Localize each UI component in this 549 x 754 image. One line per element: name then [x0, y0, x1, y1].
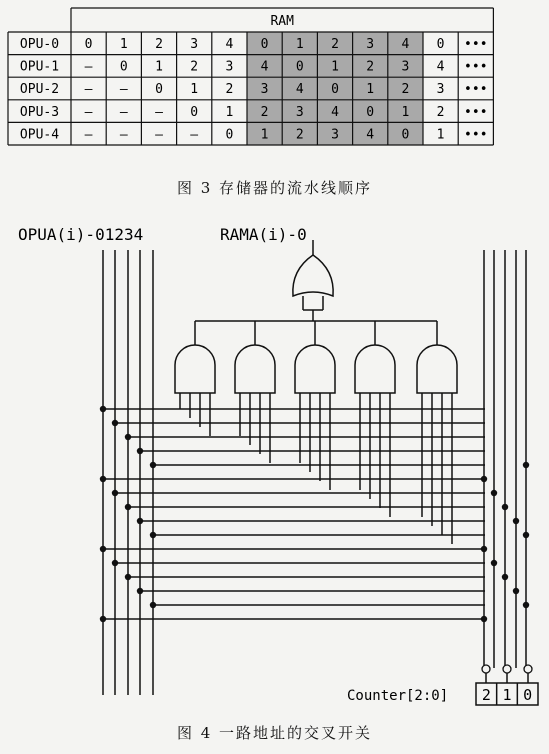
figure4-caption: 图 4 一路地址的交叉开关: [176, 724, 373, 742]
table-cell: 2: [436, 104, 445, 120]
table-cell: 0: [331, 82, 339, 98]
junction-dot: [523, 532, 529, 538]
row-label: OPU-2: [19, 82, 60, 98]
junction-dot: [513, 518, 519, 524]
table-cell: 2: [401, 82, 410, 98]
table-cell: 0: [401, 127, 410, 143]
table-cell: 1: [260, 127, 269, 143]
counter-bit: 0: [523, 686, 533, 704]
table-cell: –: [119, 104, 128, 120]
crossbar-circuit: [0, 215, 549, 754]
junction-dot: [502, 504, 508, 510]
opua-label: OPUA(i)-01234: [18, 225, 144, 244]
table-cell: 1: [295, 37, 304, 52]
and-gate: [235, 345, 275, 393]
inverter-bubble: [503, 665, 511, 673]
table-cell: 2: [295, 127, 304, 143]
table-cell: 2: [225, 82, 234, 98]
and-gate: [175, 345, 215, 393]
junction-dot: [523, 462, 529, 468]
row-label: OPU-0: [19, 37, 60, 52]
table-cell: 1: [119, 37, 128, 52]
table-cell: •••: [464, 59, 488, 75]
figure3-caption: 图 3 存储器的流水线顺序: [176, 179, 373, 197]
row-label: OPU-1: [19, 59, 60, 75]
inverter-bubble: [482, 665, 490, 673]
table-cell: –: [84, 59, 93, 75]
table-cell: 1: [436, 127, 445, 143]
table-cell: –: [84, 127, 93, 143]
table-cell: 2: [331, 37, 339, 52]
table-cell: 4: [401, 37, 410, 52]
table-cell: •••: [464, 127, 488, 143]
table-cell: –: [155, 127, 163, 143]
table-cell: –: [155, 104, 163, 120]
table-cell: –: [119, 82, 128, 98]
table-cell: 1: [401, 104, 410, 120]
junction-dot: [523, 602, 529, 608]
or-gate: [293, 255, 333, 296]
table-cell: 0: [366, 104, 375, 120]
table-cell: 0: [260, 37, 269, 52]
rama-label: RAMA(i)-0: [220, 225, 307, 244]
inverter-bubble: [524, 665, 532, 673]
table-cell: 4: [331, 104, 339, 120]
table-cell: 3: [295, 104, 304, 120]
table-cell: 0: [155, 82, 163, 98]
table-cell: 0: [190, 104, 199, 120]
pipeline-table: [0, 0, 549, 200]
table-cell: –: [119, 127, 128, 143]
table-cell: 3: [436, 82, 445, 98]
junction-dot: [481, 616, 487, 622]
table-cell: 0: [295, 59, 304, 75]
table-cell: 1: [366, 82, 375, 98]
junction-dot: [502, 574, 508, 580]
and-gate: [417, 345, 457, 393]
table-cell: 0: [84, 37, 93, 52]
junction-dot: [481, 476, 487, 482]
junction-dot: [513, 588, 519, 594]
table-cell: 2: [190, 59, 199, 75]
table-cell: –: [190, 127, 199, 143]
table-cell: –: [84, 104, 93, 120]
table-cell: 0: [436, 37, 445, 52]
table-cell: 4: [366, 127, 375, 143]
table-cell: 2: [366, 59, 375, 75]
table-cell: 2: [260, 104, 269, 120]
table-cell: 4: [436, 59, 445, 75]
and-gate: [355, 345, 395, 393]
table-cell: •••: [464, 104, 488, 120]
table-cell: 3: [225, 59, 234, 75]
table-cell: 1: [190, 82, 199, 98]
table-cell: 0: [119, 59, 128, 75]
table-cell: –: [84, 82, 93, 98]
table-cell: 1: [155, 59, 163, 75]
table-header: RAM: [270, 14, 294, 29]
table-cell: 3: [260, 82, 269, 98]
table-cell: 3: [366, 37, 375, 52]
table-cell: •••: [464, 37, 488, 52]
table-cell: 3: [401, 59, 410, 75]
table-cell: •••: [464, 82, 488, 98]
junction-dot: [481, 546, 487, 552]
table-cell: 4: [225, 37, 234, 52]
table-cell: 4: [295, 82, 304, 98]
row-label: OPU-3: [19, 104, 60, 120]
table-cell: 4: [260, 59, 269, 75]
table-cell: 3: [190, 37, 199, 52]
table-cell: 1: [331, 59, 339, 75]
row-label: OPU-4: [19, 127, 60, 143]
junction-dot: [491, 560, 497, 566]
table-cell: 2: [155, 37, 163, 52]
counter-label: Counter[2:0]: [347, 688, 449, 704]
and-gate: [295, 345, 335, 393]
counter-bit: 1: [502, 686, 512, 704]
counter-bit: 2: [481, 686, 491, 704]
table-cell: 0: [225, 127, 234, 143]
table-cell: 3: [331, 127, 339, 143]
junction-dot: [491, 490, 497, 496]
table-cell: 1: [225, 104, 234, 120]
